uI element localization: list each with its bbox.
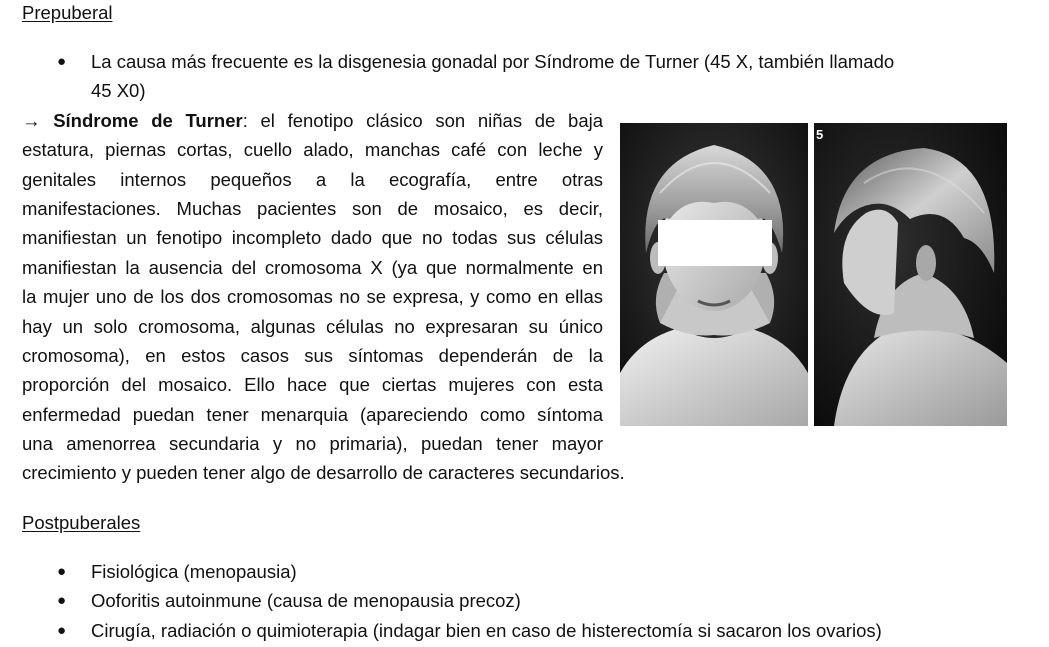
photo-frontal-view — [620, 123, 808, 426]
paragraph-text: : el fenotipo clásico son niñas de baja — [242, 110, 604, 131]
figure-number: 5 — [816, 127, 824, 142]
paragraph-line: la mujer uno de los dos cromosomas no se expresa, y como en ellas — [22, 286, 603, 307]
section-heading-prepuberal: Prepuberal — [22, 2, 113, 23]
paragraph-line — [22, 106, 603, 135]
list-item-text: Fisiológica (menopausia) — [91, 561, 297, 582]
list-item-text: Ooforitis autoinmune (causa de menopausia precoz) — [91, 590, 521, 611]
bullet-icon: ● — [57, 563, 67, 580]
arrow-icon: → — [22, 110, 41, 131]
paragraph-line: manifiestan la ausencia del cromosoma X (ya que normalmente en — [22, 257, 603, 278]
term-title: Síndrome de Turner — [53, 110, 243, 131]
paragraph-line: enfermedad puedan tener menarquia (apareciendo como síntoma — [22, 404, 603, 425]
bullet-icon: ● — [57, 53, 67, 70]
list-item-text: Cirugía, radiación o quimioterapia (indagar bien en caso de histerectomía si sacaron los ovarios) — [91, 620, 882, 641]
turner-figure — [620, 123, 1007, 426]
bullet-icon: ● — [57, 622, 67, 639]
paragraph-line: una amenorrea secundaria y no primaria), puedan tener mayor — [22, 433, 603, 454]
paragraph-line: manifestaciones. Muchas pacientes son de mosaico, es decir, — [22, 198, 603, 219]
photo-side-view — [814, 123, 1007, 426]
paragraph-line: estatura, piernas cortas, cuello alado, manchas café con leche y — [22, 139, 603, 160]
section-heading-postpuberales: Postpuberales — [22, 512, 141, 533]
paragraph-line: proporción del mosaico. Ello hace que ciertas mujeres con esta — [22, 374, 603, 395]
paragraph-line: crecimiento y pueden tener algo de desarrollo de caracteres secundarios. — [22, 462, 625, 483]
bullet-icon: ● — [57, 592, 67, 609]
list-item-text: 45 X0) — [91, 80, 146, 101]
paragraph-line: manifiestan un fenotipo incompleto dado que no todas sus células — [22, 227, 603, 248]
paragraph-line: genitales internos pequeños a la ecografía, entre otras — [22, 169, 603, 190]
paragraph-line: hay un solo cromosoma, algunas células no expresaran su único — [22, 316, 603, 337]
paragraph-line: cromosoma), en estos casos sus síntomas dependerán de la — [22, 345, 603, 366]
redaction-box — [658, 220, 772, 266]
list-item-text: La causa más frecuente es la disgenesia gonadal por Síndrome de Turner (45 X, también llamado — [91, 51, 895, 72]
